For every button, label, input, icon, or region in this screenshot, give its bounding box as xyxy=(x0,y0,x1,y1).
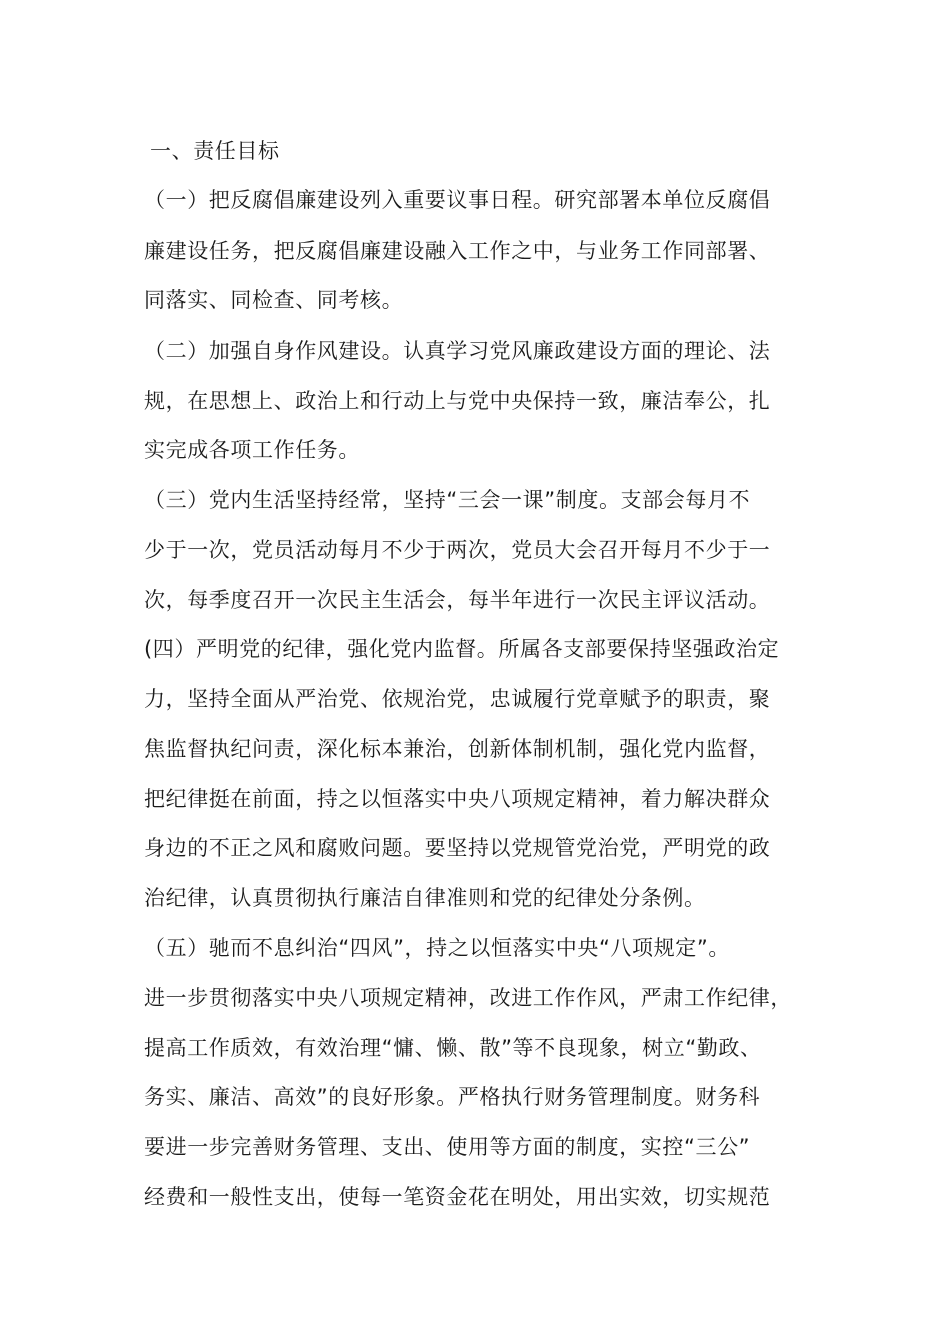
paragraph-line: 焦监督执纪问责，深化标本兼治，创新体制机制，强化党内监督， xyxy=(144,737,771,761)
paragraph-line: 力，坚持全面从严治党、依规治党，忠诚履行党章赋予的职责，聚 xyxy=(144,687,771,711)
paragraph-line: 少于一次，党员活动每月不少于两次，党员大会召开每月不少于一 xyxy=(144,538,771,562)
paragraph-line: 实完成各项工作任务。 xyxy=(144,438,360,462)
paragraph-line: （一）把反腐倡廉建设列入重要议事日程。研究部署本单位反腐倡 xyxy=(144,188,771,212)
paragraph-line: 经费和一般性支出，使每一笔资金花在明处，用出实效，切实规范 xyxy=(144,1185,771,1209)
paragraph-line: 次，每季度召开一次民主生活会，每半年进行一次民主评议活动。 xyxy=(144,588,771,612)
paragraph-line: 务实、廉洁、高效”的良好形象。严格执行财务管理制度。财务科 xyxy=(144,1085,761,1109)
paragraph-line: 同落实、同检查、同考核。 xyxy=(144,288,404,312)
section-heading: 一、责任目标 xyxy=(150,139,280,163)
paragraph-line: 进一步贯彻落实中央八项规定精神，改进工作作风，严肃工作纪律， xyxy=(144,986,792,1010)
paragraph-line: 廉建设任务，把反腐倡廉建设融入工作之中，与业务工作同部署、 xyxy=(144,239,771,263)
paragraph-line: 把纪律挺在前面，持之以恒落实中央八项规定精神，着力解决群众 xyxy=(144,787,771,811)
paragraph-line: （二）加强自身作风建设。认真学习党风廉政建设方面的理论、法 xyxy=(144,339,771,363)
paragraph-line: 提高工作质效，有效治理“慵、懒、散”等不良现象，树立“勤政、 xyxy=(144,1036,762,1060)
paragraph-line: 身边的不正之风和腐败问题。要坚持以党规管党治党，严明党的政 xyxy=(144,836,771,860)
paragraph-line: 规，在思想上、政治上和行动上与党中央保持一致，廉洁奉公，扎 xyxy=(144,389,771,413)
paragraph-line: 治纪律，认真贯彻执行廉洁自律准则和党的纪律处分条例。 xyxy=(144,886,706,910)
paragraph-line: (四）严明党的纪律，强化党内监督。所属各支部要保持坚强政治定 xyxy=(144,637,780,661)
paragraph-line: 要进一步完善财务管理、支出、使用等方面的制度，实控“三公” xyxy=(144,1135,751,1159)
paragraph-line: （五）驰而不息纠治“四风”，持之以恒落实中央“八项规定”。 xyxy=(144,936,730,960)
paragraph-line: （三）党内生活坚持经常，坚持“三会一课”制度。支部会每月不 xyxy=(144,488,751,512)
